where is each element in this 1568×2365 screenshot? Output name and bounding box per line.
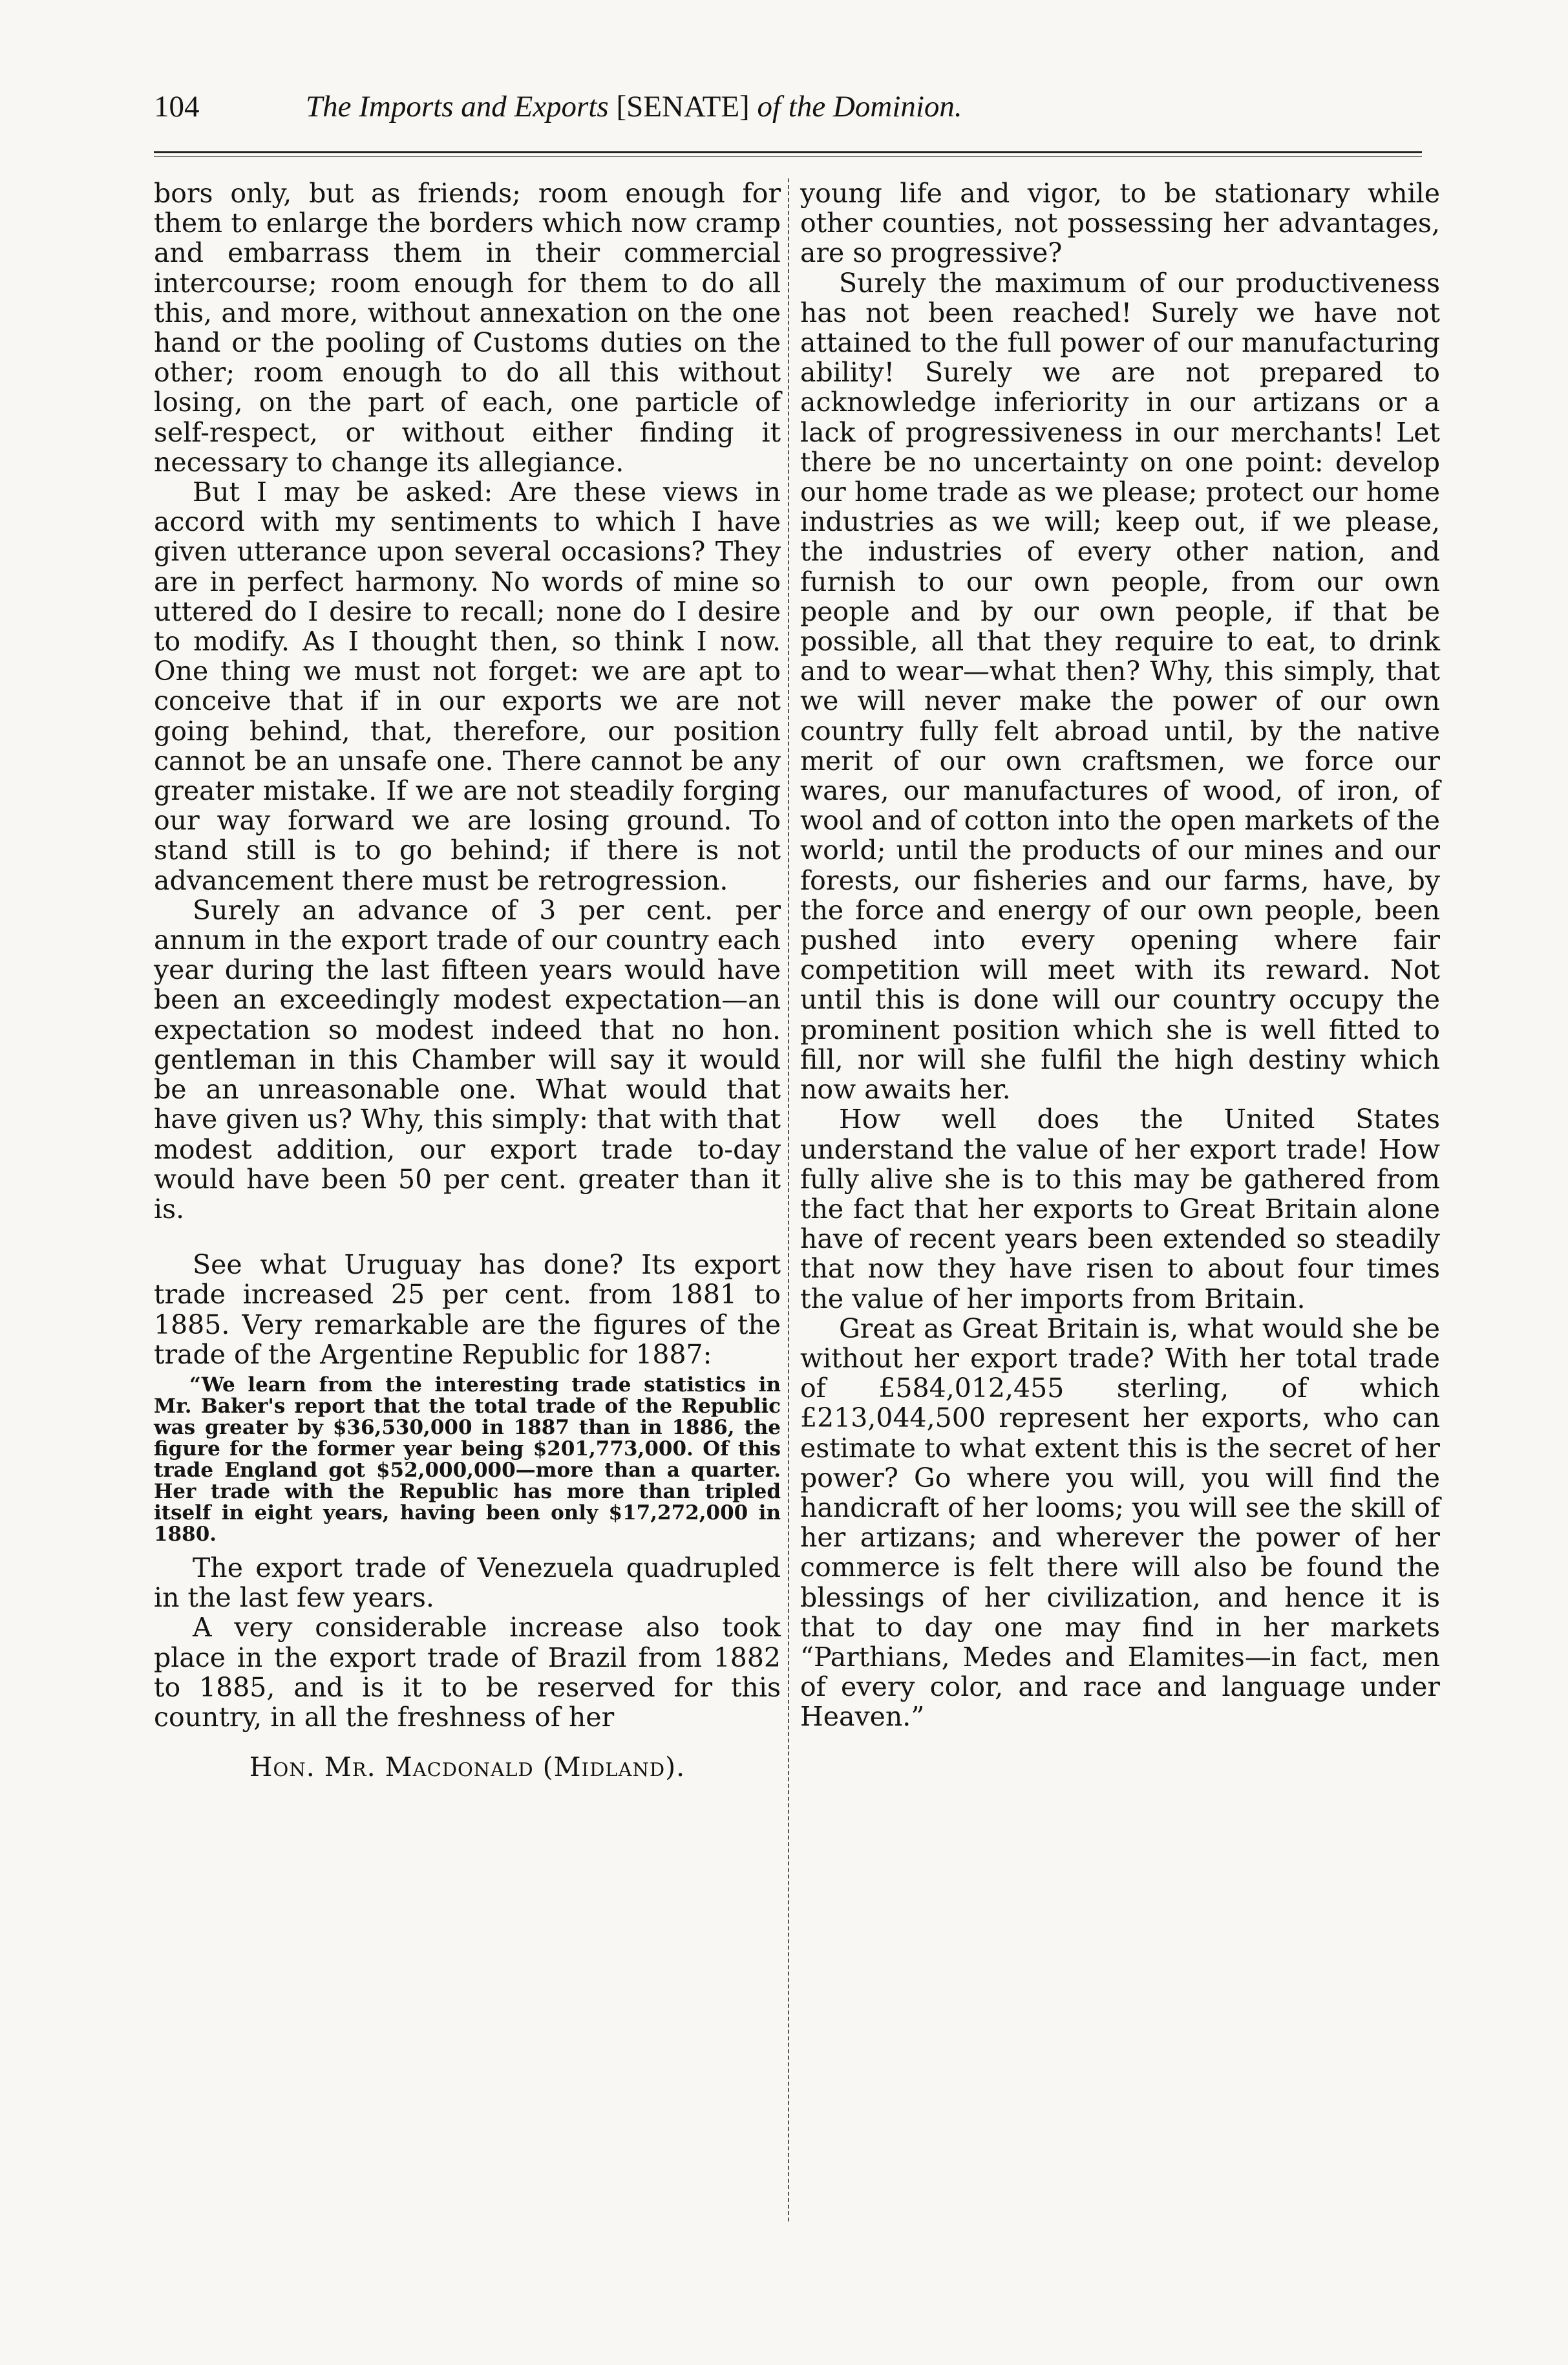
block-quote-text: “We learn from the interesting trade statistics in Mr. Baker's report that the total trade of the Republic was greater by $36,530,000 in 1887 than in 1886, the figure for the former year being $201,773,000. Of this trade England got $52,000,000—more than a quarter. Her trade with the Republic has more than tripled itself in eight years, having been only $17,272,000 in 1880. xyxy=(154,1373,781,1546)
column-divider xyxy=(788,178,789,2221)
left-column xyxy=(154,178,781,1782)
page-number: 104 xyxy=(154,90,200,123)
speaker-heading: Hon. Mr. Macdonald (Midland). xyxy=(249,1751,686,1783)
right-column xyxy=(800,178,1440,1732)
left-paragraph-3: Surely an advance of 3 per cent. per annum in the export trade of our country each year during the last fifteen years would have been an exceedingly modest expectation—an expectation so modest indeed that no hon. gentleman in this Chamber will say it would be an unreasonable one. What would that have given us? Why, this simply: that with that modest addition, our export trade to-day would have been 50 per cent. greater than it is. xyxy=(154,894,781,1225)
running-header xyxy=(154,89,1437,141)
right-paragraph-2: Surely the maximum of our productiveness has not been reached! Surely we have not attained to the full power of our manufacturing ability! Surely we are not prepared to acknowledge inferiority in our artizans or a lack of progressiveness in our merchants! Let there be no uncertainty on one point: develop our home trade as we please; protect our home industries as we will; keep out, if we please, the industries of every other nation, and furnish to our own people, from our own people and by our own people, if that be possible, all that they require to eat, to drink and to wear—what then? Why, this simply, that we will never make the power of our own country fully felt abroad until, by the native merit of our own craftsmen, we force our wares, our manufactures of wood, of iron, of wool and of cotton into the open markets of the world; until the products of our mines and our forests, our fisheries and our farms, have, by the force and energy of our own people, been pushed into every opening where fair competition will meet with its reward. Not until this is done will our country occupy the prominent position which she is well fitted to fill, nor will she fulfil the high destiny which now awaits her. xyxy=(800,267,1440,1106)
right-paragraph-4: Great as Great Britain is, what would she be without her export trade? With her total trade of £584,012,455 sterling, of which £213,044,500 represent her exports, who can estimate to what extent this is the secret of her power? Go where you will, you will find the handicraft of her looms; you will see the skill of her artizans; and wherever the power of her commerce is felt there will also be found the blessings of her civilization, and hence it is that to day one may find in her markets “Parthians, Medes and Elamites—in fact, men of every color, and race and language under Heaven.” xyxy=(800,1312,1440,1733)
right-paragraph-3: How well does the United States understand the value of her export trade! How fully alive she is to this may be gathered from the fact that her exports to Great Britain alone have of recent years been extended so steadily that now they have risen to about four times the value of her imports from Britain. xyxy=(800,1104,1440,1314)
running-title-senate: [SENATE] xyxy=(616,90,750,123)
left-paragraph-2: But I may be asked: Are these views in accord with my sentiments to which I have given utterance upon several occasions? They are in perfect harmony. No words of mine so uttered do I desire to recall; none do I desire to modify. As I thought then, so think I now. One thing we must not forget: we are apt to conceive that if in our exports we are not going behind, that, therefore, our position cannot be an unsafe one. There cannot be any greater mistake. If we are not steadily forging our way forward we are losing ground. To stand still is to go behind; if there is not advancement there must be retrogression. xyxy=(154,476,781,896)
left-paragraph-6: A very considerable increase also took place in the export trade of Brazil from 1882 to 1885, and is it to be reserved for this country, in all the freshness of her xyxy=(154,1612,781,1733)
left-paragraph-1: bors only, but as friends; room enough for them to enlarge the borders which now cramp and embarrass them in their commercial intercourse; room enough for them to do all this, and more, without annexation on the one hand or the pooling of Customs duties on the other; room enough to do all this without losing, on the part of each, one particle of self-respect, or without either finding it necessary to change its allegiance. xyxy=(154,178,781,478)
running-title-part2: of the Dominion. xyxy=(757,90,962,123)
running-title xyxy=(306,89,962,124)
running-title-part1: The Imports and Exports xyxy=(306,90,609,123)
block-quote xyxy=(154,1375,781,1545)
header-rule xyxy=(154,151,1422,157)
left-paragraph-5: The export trade of Venezuela quadrupled in the last few years. xyxy=(154,1552,781,1614)
right-paragraph-1: young life and vigor, to be stationary while other counties, not possessing her advantages, are so progressive? xyxy=(800,178,1440,269)
left-paragraph-4: See what Uruguay has done? Its export trade increased 25 per cent. from 1881 to 1885. Very remarkable are the figures of the trade of the Argentine Republic for 1887: xyxy=(154,1249,781,1370)
